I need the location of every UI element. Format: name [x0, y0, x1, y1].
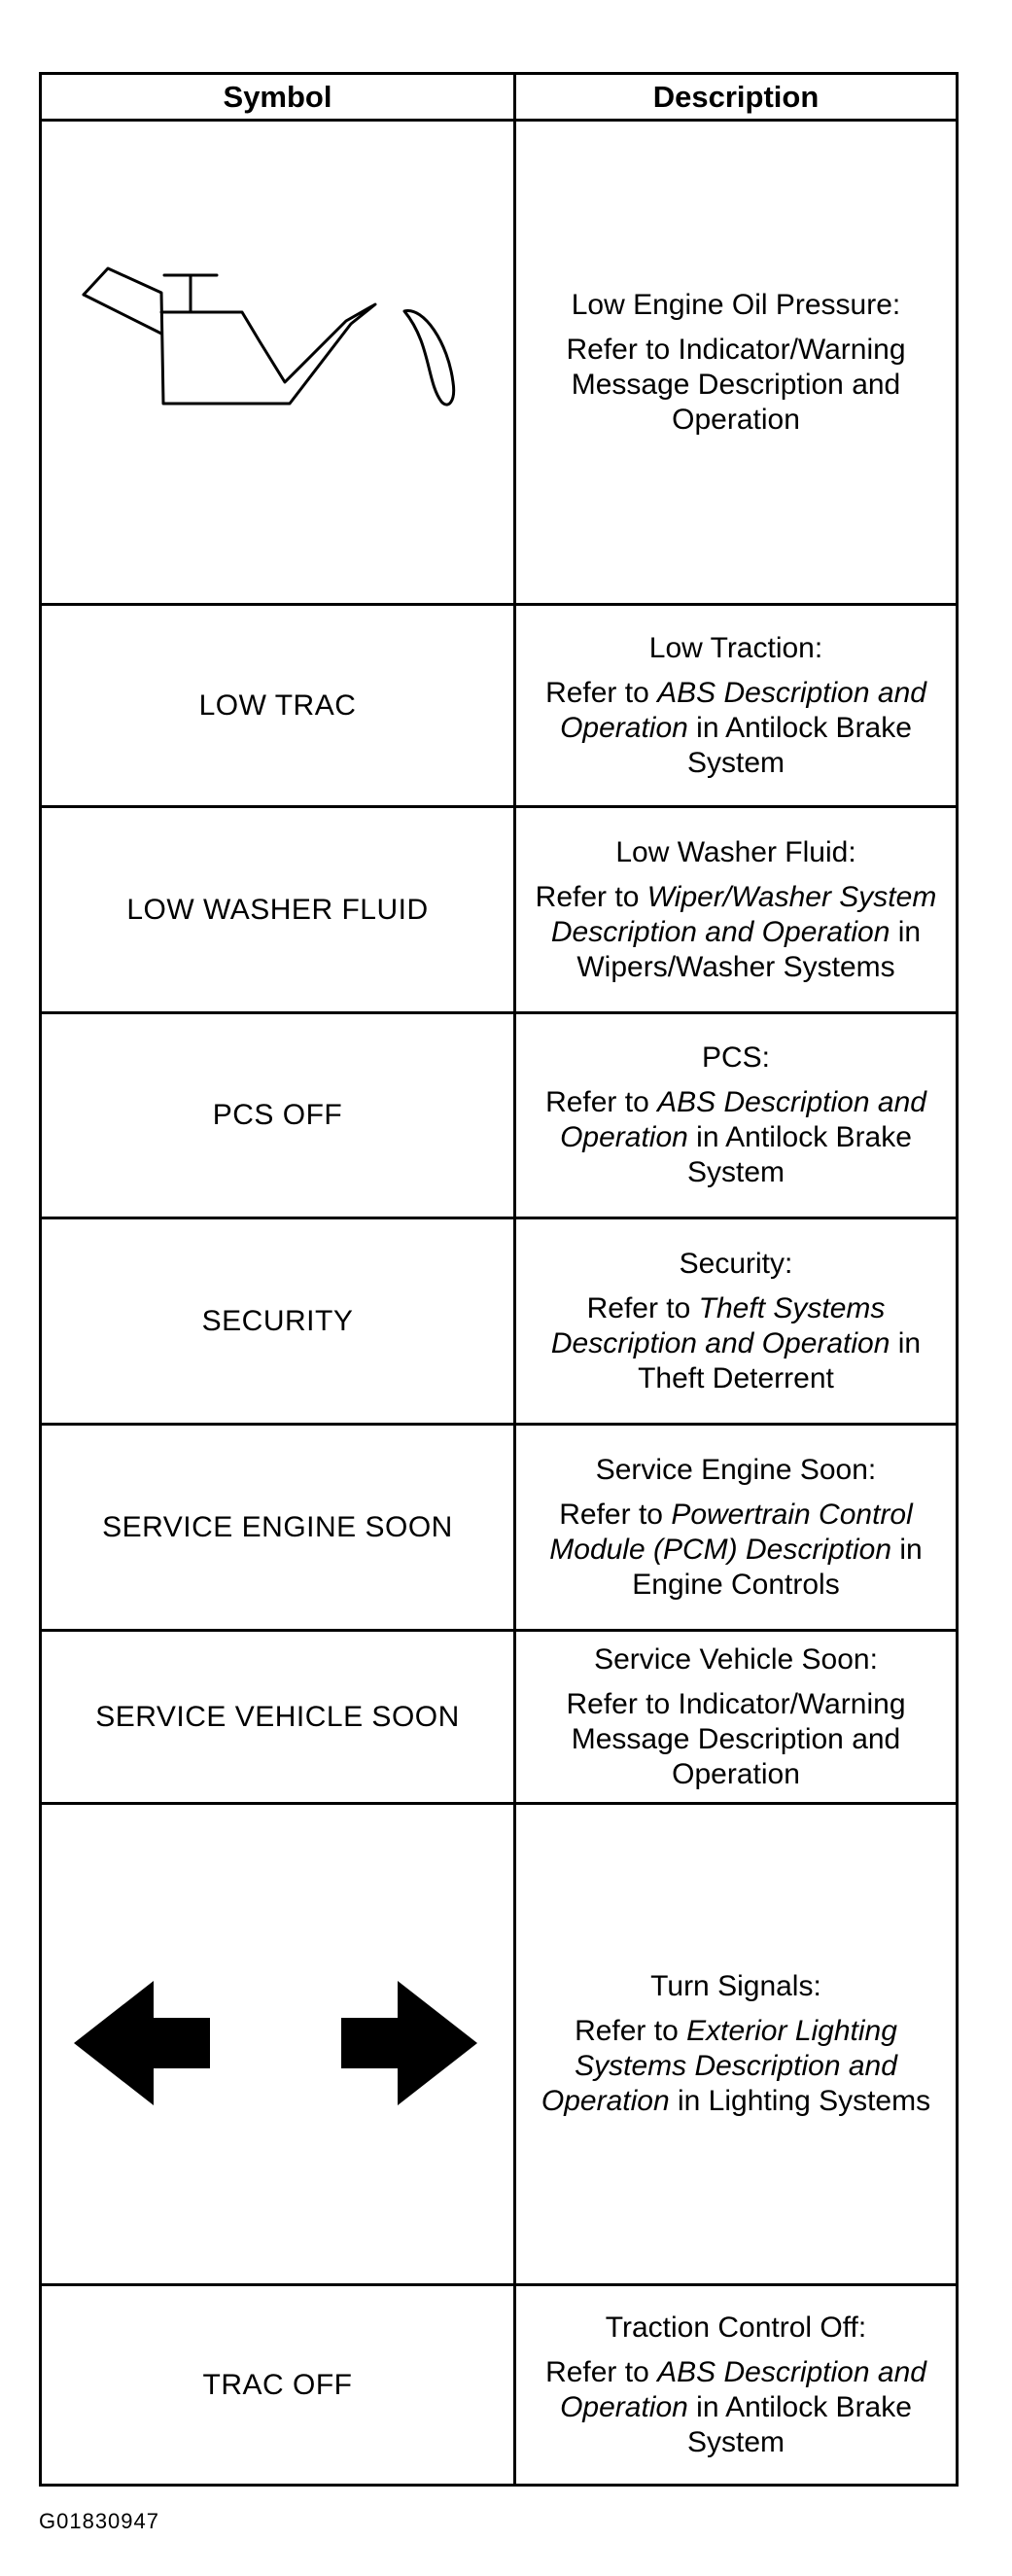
reference-text: Refer to	[535, 880, 647, 913]
table-row	[41, 2285, 958, 2486]
description-body	[522, 676, 950, 781]
symbol-table	[39, 72, 959, 2487]
reference-text: in Wipers/Washer Systems	[576, 915, 922, 983]
description-title: Low Traction:	[648, 631, 823, 664]
description-body	[522, 2014, 950, 2119]
right-arrow-icon	[341, 1981, 477, 2105]
description-column-header: Description	[515, 74, 958, 121]
header-row	[41, 74, 958, 121]
description-body	[522, 333, 950, 438]
table-row	[41, 1425, 958, 1631]
reference-text: in Antilock Brake System	[686, 1121, 912, 1188]
description-body	[522, 2355, 950, 2460]
reference-title: Exterior Lighting Systems Description and Operation	[541, 2015, 897, 2117]
reference-text: Refer to	[545, 2355, 658, 2388]
reference-title: Wiper/Washer System Description and Operation	[550, 880, 937, 948]
description-body	[522, 1498, 950, 1603]
table-row	[41, 807, 958, 1013]
description-cell	[515, 2285, 958, 2486]
description-cell	[515, 1013, 958, 1218]
description-cell	[515, 605, 958, 807]
oil-can-icon	[42, 265, 513, 460]
reference-text: Refer to	[545, 676, 658, 709]
description-cell	[515, 1631, 958, 1804]
reference-text: in Antilock Brake System	[686, 711, 912, 779]
description-cell	[515, 807, 958, 1013]
table-row	[41, 1013, 958, 1218]
reference-text: in Lighting Systems	[669, 2085, 931, 2117]
symbol-cell	[41, 1804, 515, 2285]
reference-text: Refer to	[545, 1086, 658, 1118]
description-body	[522, 1687, 950, 1792]
reference-text: Refer to	[559, 1498, 672, 1531]
reference-title: Powertrain Control Module (PCM) Description	[549, 1498, 913, 1566]
reference-text: Refer to Indicator/Warning Message Description and Operation	[566, 333, 906, 436]
description-title: PCS:	[701, 1041, 771, 1074]
symbol-text: SERVICE ENGINE SOON	[41, 1425, 515, 1631]
reference-text: Refer to Indicator/Warning Message Description and Operation	[566, 1687, 906, 1790]
description-title: Low Washer Fluid:	[615, 835, 856, 868]
table-row	[41, 605, 958, 807]
symbol-text: TRAC OFF	[41, 2285, 515, 2486]
table-row	[41, 1218, 958, 1425]
reference-title: ABS Description and Operation	[560, 1086, 926, 1153]
symbol-text: LOW TRAC	[41, 605, 515, 807]
description-cell	[515, 1218, 958, 1425]
description-title: Service Engine Soon:	[595, 1453, 877, 1486]
reference-text: Refer to	[575, 2015, 687, 2047]
symbol-column-header: Symbol	[41, 74, 515, 121]
description-title: Low Engine Oil Pressure:	[571, 288, 901, 321]
symbol-cell	[41, 121, 515, 605]
description-cell	[515, 1804, 958, 2285]
reference-text: in Engine Controls	[632, 1533, 923, 1601]
description-title: Traction Control Off:	[605, 2311, 867, 2344]
reference-text: Refer to	[586, 1291, 699, 1324]
figure-id: G01830947	[39, 2509, 159, 2533]
description-cell	[515, 1425, 958, 1631]
description-cell	[515, 121, 958, 605]
symbol-text: PCS OFF	[41, 1013, 515, 1218]
symbol-text: LOW WASHER FLUID	[41, 807, 515, 1013]
reference-title: ABS Description and Operation	[560, 676, 926, 744]
description-body	[522, 1085, 950, 1190]
description-title: Security:	[679, 1247, 793, 1280]
reference-title: Theft Systems Description and Operation	[550, 1291, 890, 1359]
table-row	[41, 1804, 958, 2285]
reference-text: in Theft Deterrent	[638, 1326, 922, 1394]
description-body	[522, 1291, 950, 1396]
left-arrow-icon	[74, 1981, 210, 2105]
reference-title: ABS Description and Operation	[560, 2355, 926, 2423]
symbol-text: SECURITY	[41, 1218, 515, 1425]
turn-signal-arrows-icon	[42, 1981, 513, 2107]
symbol-text: SERVICE VEHICLE SOON	[41, 1631, 515, 1804]
description-title: Turn Signals:	[650, 1970, 821, 2002]
table-row	[41, 121, 958, 605]
symbol-description-sheet	[39, 72, 956, 2481]
description-title: Service Vehicle Soon:	[594, 1642, 878, 1676]
reference-text: in Antilock Brake System	[686, 2390, 912, 2458]
table-row	[41, 1631, 958, 1804]
description-body	[522, 880, 950, 985]
